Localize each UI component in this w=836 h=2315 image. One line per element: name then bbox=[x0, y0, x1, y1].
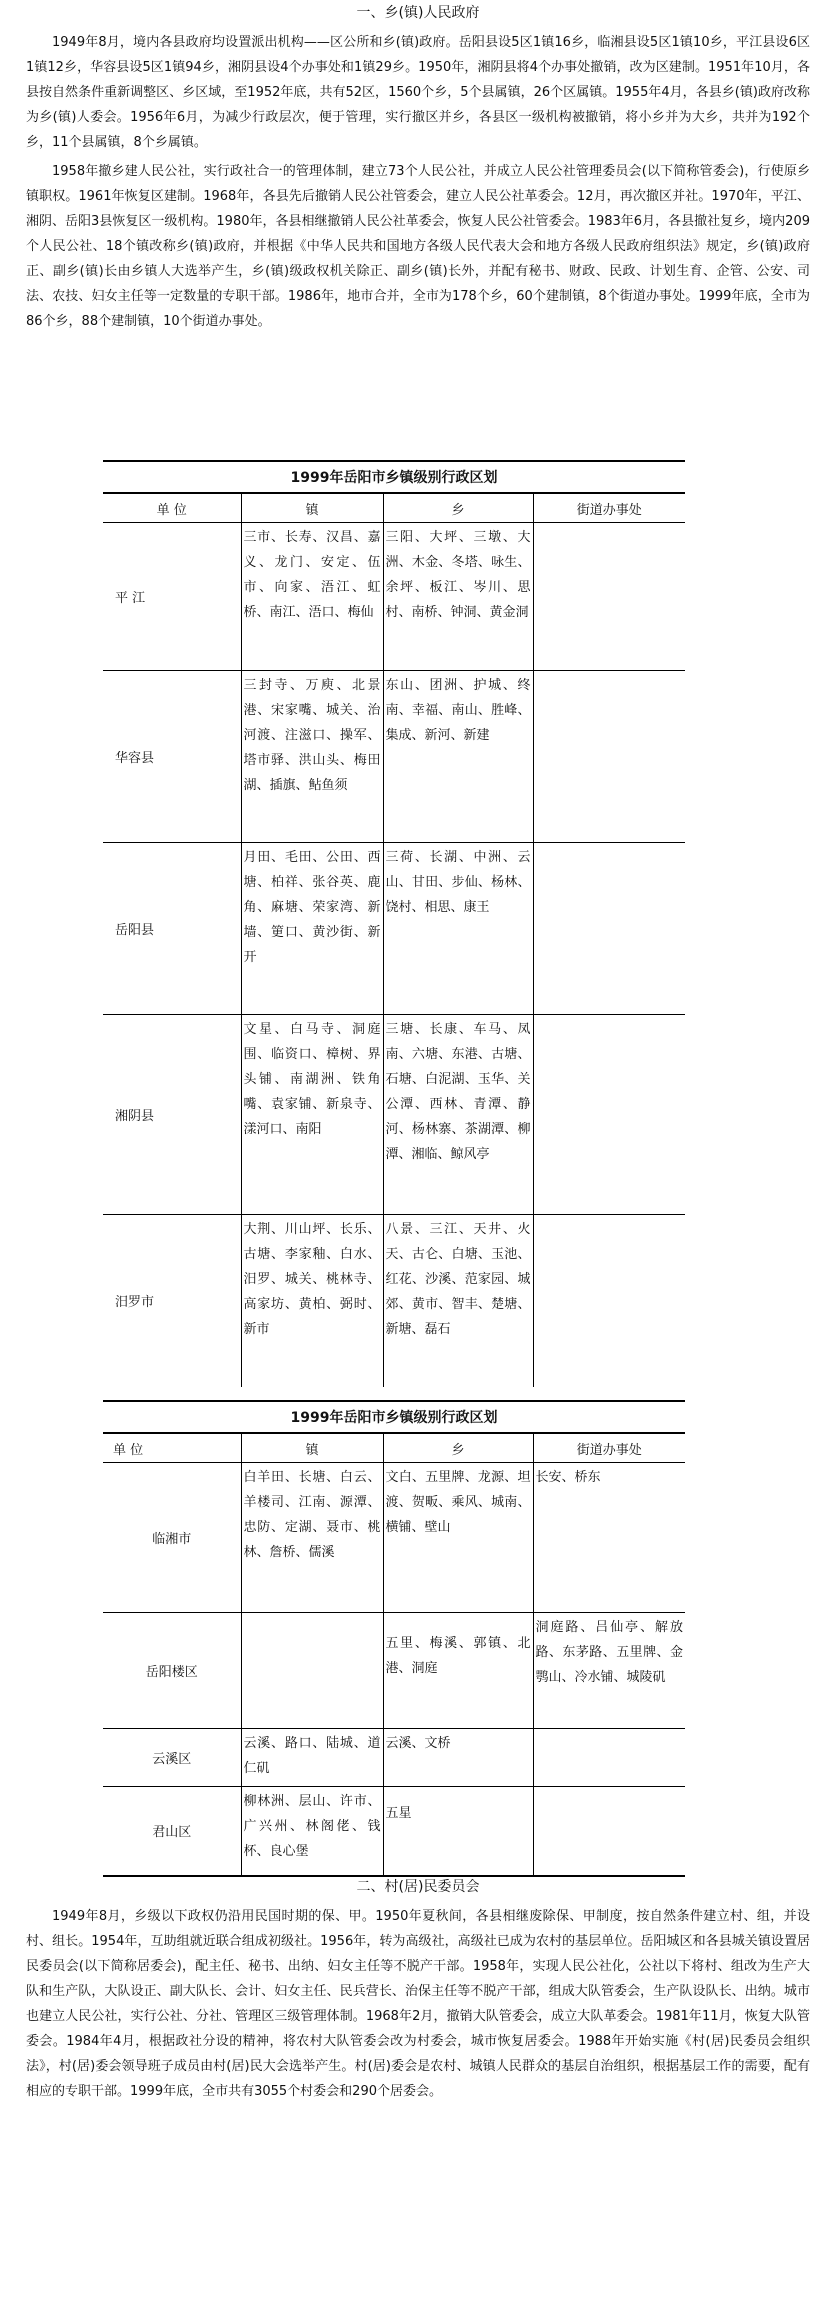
section-one bbox=[0, 0, 836, 334]
towns-cell: 柳林洲、层山、许市、广兴州、林阁佬、钱杯、良心堡 bbox=[241, 1787, 383, 1875]
offices-cell bbox=[533, 1015, 685, 1215]
townships-cell: 八景、三江、天井、火天、古仑、白塘、玉池、红花、沙溪、范家园、城郊、黄市、智丰、楚塘、新塘、磊石 bbox=[383, 1215, 533, 1387]
towns-cell: 白羊田、长塘、白云、羊楼司、江南、源潭、忠防、定湖、聂市、桃林、詹桥、儒溪 bbox=[241, 1463, 383, 1613]
table-one bbox=[103, 494, 685, 1387]
unit-cell: 湘阴县 bbox=[103, 1015, 241, 1215]
towns-cell: 大荆、川山坪、长乐、古塘、李家釉、白水、汨罗、城关、桃林寺、高家坊、黄柏、弼时、新市 bbox=[241, 1215, 383, 1387]
offices-cell: 长安、桥东 bbox=[533, 1463, 685, 1613]
unit-cell: 临湘市 bbox=[103, 1463, 241, 1613]
header-offices: 街道办事处 bbox=[533, 494, 685, 523]
towns-cell: 月田、毛田、公田、西塘、柏祥、张谷英、鹿角、麻塘、荣家湾、新墙、筻口、黄沙街、新开 bbox=[241, 843, 383, 1015]
towns-cell bbox=[241, 1613, 383, 1729]
section-two-paragraph-1: 1949年8月，乡级以下政权仍沿用民国时期的保、甲。1950年夏秋间，各县相继废除保、甲制度，按自然条件建立村、组，并设村、组长。1954年，互助组就近联合组成初级社。1956年，转为高级社，高级社已成为农村的基层单位。岳阳城区和各县城关镇设置居民委员会(以下简称居委会)，配主任、秘书、出纳、妇女主任等不脱产干部。1958年，实现人民公社化，公社以下将村、组改为生产大队和生产队，大队设正、副大队长、会计、妇女主任、民兵营长、治保主任等不脱产干部，组成大队管委会，生产队设队长、出纳。城市也建立人民公社，实行公社、分社、管理区三级管理体制。1968年2月，撤销大队管委会，成立大队革委会。1981年11月，恢复大队管委会。1984年4月，根据政社分设的精神，将农村大队管委会改为村委会，城市恢复居委会。1988年开始实施《村(居)民委员会组织法》，村(居)委会领导班子成员由村(居)民大会选举产生。村(居)委会是农村、城镇人民群众的基层自治组织，根据基层工作的需要，配有相应的专职干部。1999年底，全市共有3055个村委会和290个居委会。 bbox=[26, 1909, 810, 2099]
townships-cell: 三荷、长湖、中洲、云山、甘田、步仙、杨林、饶村、相思、康王 bbox=[383, 843, 533, 1015]
offices-cell: 洞庭路、吕仙亭、解放路、东茅路、五里牌、金鹗山、冷水铺、城陵矶 bbox=[533, 1613, 685, 1729]
table-row bbox=[103, 1215, 685, 1387]
section-two bbox=[0, 1876, 836, 2104]
table-row bbox=[103, 1729, 685, 1787]
unit-cell: 汨罗市 bbox=[103, 1215, 241, 1387]
unit-cell: 云溪区 bbox=[103, 1729, 241, 1787]
table-two bbox=[103, 1434, 685, 1875]
towns-cell: 云溪、路口、陆城、道仁矶 bbox=[241, 1729, 383, 1787]
header-unit: 单 位 bbox=[103, 494, 241, 523]
table-row bbox=[103, 1787, 685, 1875]
section-one-paragraph-1: 1949年8月，境内各县政府均设置派出机构——区公所和乡(镇)政府。岳阳县设5区1镇16乡，临湘县设5区1镇10乡，平江县设6区1镇12乡，华容县设5区1镇94乡，湘阴县设4个办事处和1镇29乡。1950年，湘阴县将4个办事处撤销，改为区建制。1951年10月，各县按自然条件重新调整区、乡区域，至1952年底，共有52区，1560个乡，5个县属镇，26个区属镇。1955年4月，各县乡(镇)政府改称为乡(镇)人委会。1956年6月，为减少行政层次，便于管理，实行撤区并乡，各县区一级机构被撤销，将小乡并为大乡，共并为192个乡，11个县属镇，8个乡属镇。 bbox=[26, 35, 810, 150]
townships-cell: 三阳、大坪、三墩、大洲、木金、冬塔、咏生、余坪、板江、岑川、思村、南桥、钟洞、黄金洞 bbox=[383, 523, 533, 671]
table-row bbox=[103, 671, 685, 843]
townships-cell: 文白、五里牌、龙源、坦渡、贺畈、乘风、城南、横铺、壁山 bbox=[383, 1463, 533, 1613]
offices-cell bbox=[533, 1215, 685, 1387]
header-offices: 街道办事处 bbox=[533, 1434, 685, 1463]
table-row bbox=[103, 1463, 685, 1613]
header-towns: 镇 bbox=[241, 494, 383, 523]
table-one-title: 1999年岳阳市乡镇级别行政区划 bbox=[290, 470, 498, 486]
section-two-title: 二、村(居)民委员会 bbox=[356, 1879, 480, 1895]
unit-cell: 平 江 bbox=[103, 523, 241, 671]
table-row bbox=[103, 1015, 685, 1215]
table-two-header-row bbox=[103, 1434, 685, 1463]
header-townships: 乡 bbox=[383, 1434, 533, 1463]
table-two-top-rule bbox=[103, 1400, 685, 1402]
table-two-block bbox=[103, 1400, 685, 1877]
unit-cell: 君山区 bbox=[103, 1787, 241, 1875]
towns-cell: 文星、白马寺、洞庭围、临资口、樟树、界头铺、南湖洲、铁角嘴、袁家铺、新泉寺、漾河口、南阳 bbox=[241, 1015, 383, 1215]
townships-cell: 三塘、长康、车马、凤南、六塘、东港、古塘、石塘、白泥湖、玉华、关公潭、西林、青潭、静河、杨林寨、茶湖潭、柳潭、湘临、鲸风亭 bbox=[383, 1015, 533, 1215]
unit-cell: 岳阳楼区 bbox=[103, 1613, 241, 1729]
table-row bbox=[103, 843, 685, 1015]
table-one-block bbox=[103, 460, 685, 1387]
offices-cell bbox=[533, 1787, 685, 1875]
offices-cell bbox=[533, 523, 685, 671]
table-one-header-row bbox=[103, 494, 685, 523]
unit-cell: 华容县 bbox=[103, 671, 241, 843]
section-one-paragraph-2: 1958年撤乡建人民公社，实行政社合一的管理体制，建立73个人民公社，并成立人民公社管理委员会(以下简称管委会)，行使原乡镇职权。1961年恢复区建制。1968年，各县先后撤销人民公社管委会，建立人民公社革委会。12月，再次撤区并社。1970年，平江、湘阴、岳阳3县恢复区一级机构。1980年，各县相继撤销人民公社革委会，恢复人民公社管委会。1983年6月，各县撤社复乡，境内209个人民公社、18个镇改称乡(镇)政府，并根据《中华人民共和国地方各级人民代表大会和地方各级人民政府组织法》规定，乡(镇)政府正、副乡(镇)长由乡镇人大选举产生，乡(镇)级政权机关除正、副乡(镇)长外，并配有秘书、财政、民政、计划生育、企管、公安、司法、农技、妇女主任等一定数量的专职干部。1986年，地市合并，全市为178个乡，60个建制镇，8个街道办事处。1999年底，全市为86个乡，88个建制镇，10个街道办事处。 bbox=[26, 164, 810, 329]
townships-cell: 云溪、文桥 bbox=[383, 1729, 533, 1787]
header-townships: 乡 bbox=[383, 494, 533, 523]
header-unit: 单 位 bbox=[103, 1434, 241, 1463]
towns-cell: 三市、长寿、汉昌、嘉义、龙门、安定、伍市、向家、浯江、虹桥、南江、浯口、梅仙 bbox=[241, 523, 383, 671]
offices-cell bbox=[533, 671, 685, 843]
townships-cell: 五星 bbox=[383, 1787, 533, 1875]
table-row bbox=[103, 523, 685, 671]
townships-cell: 东山、团洲、护城、终南、幸福、南山、胜峰、集成、新河、新建 bbox=[383, 671, 533, 843]
towns-cell: 三封寺、万庾、北景港、宋家嘴、城关、治河渡、注滋口、操军、塔市驿、洪山头、梅田湖、插旗、鲇鱼须 bbox=[241, 671, 383, 843]
table-two-title: 1999年岳阳市乡镇级别行政区划 bbox=[290, 1410, 498, 1426]
townships-cell: 五里、梅溪、郭镇、北港、洞庭 bbox=[383, 1613, 533, 1729]
table-row bbox=[103, 1613, 685, 1729]
header-towns: 镇 bbox=[241, 1434, 383, 1463]
table-one-top-rule bbox=[103, 460, 685, 462]
unit-cell: 岳阳县 bbox=[103, 843, 241, 1015]
section-one-title: 一、乡(镇)人民政府 bbox=[356, 5, 480, 21]
offices-cell bbox=[533, 1729, 685, 1787]
offices-cell bbox=[533, 843, 685, 1015]
